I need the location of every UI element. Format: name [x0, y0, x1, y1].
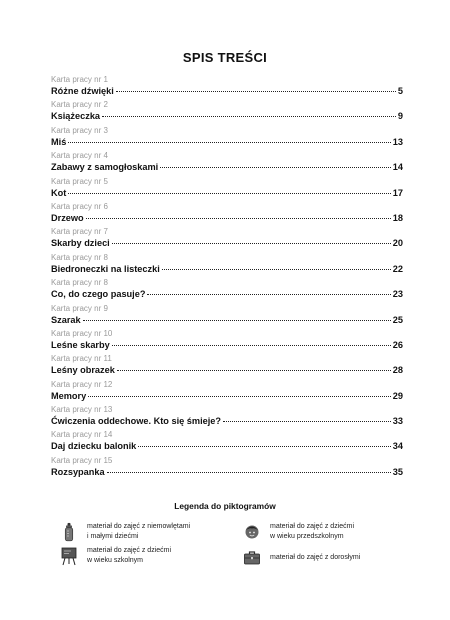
toc-dot-leader — [162, 269, 391, 270]
toc-entry-subtitle: Karta pracy nr 3 — [51, 125, 108, 135]
toc-entry-page-number: 23 — [392, 289, 403, 300]
toc-entry-subtitle: Karta pracy nr 8 — [51, 252, 108, 262]
toc-dot-leader — [68, 142, 390, 143]
toc-entry-page-number: 17 — [392, 187, 403, 198]
toc-entry-subtitle: Karta pracy nr 4 — [51, 151, 108, 161]
toc-entry-subtitle: Karta pracy nr 15 — [51, 455, 113, 465]
toc-entry-line — [51, 237, 403, 249]
toc-entry-title: Biedroneczki na listeczki — [51, 263, 160, 274]
toc-entry-page-number: 20 — [392, 238, 403, 249]
toc-entry-page-number: 18 — [392, 212, 403, 223]
toc-entry — [51, 227, 403, 252]
toc-dot-leader — [116, 91, 396, 92]
toc-entry-page-number: 14 — [392, 162, 403, 173]
toc-entry-title: Co, do czego pasuje? — [51, 289, 146, 300]
toc-list — [51, 75, 403, 481]
toc-dot-leader — [112, 345, 391, 346]
toc-entry-page-number: 28 — [392, 365, 403, 376]
toc-entry-page-number: 13 — [392, 136, 403, 147]
toc-entry — [51, 304, 403, 329]
legend-item-school — [60, 546, 171, 566]
toc-entry-title: Różne dźwięki — [51, 86, 114, 96]
toc-entry-title: Szarak — [51, 314, 81, 325]
toc-entry — [51, 430, 403, 455]
toc-entry — [51, 75, 403, 100]
toc-entry-page-number: 25 — [392, 314, 403, 325]
toc-entry-line — [51, 314, 403, 326]
legend-text-adults: materiał do zajęć z dorosłymi — [270, 554, 361, 561]
toc-entry-subtitle: Karta pracy nr 11 — [51, 354, 112, 364]
toc-entry — [51, 202, 403, 227]
toc-entry — [51, 253, 403, 278]
toc-entry-subtitle: Karta pracy nr 7 — [51, 227, 108, 237]
toc-entry-subtitle: Karta pracy nr 10 — [51, 328, 113, 338]
toc-entry-page-number: 22 — [392, 263, 403, 274]
toc-entry-subtitle: Karta pracy nr 13 — [51, 405, 113, 415]
toc-entry-line — [51, 466, 403, 478]
baby-bottle-icon — [60, 522, 78, 542]
toc-entry-line — [51, 136, 403, 148]
legend-item-infants — [60, 522, 190, 542]
toc-entry-page-number: 5 — [397, 86, 403, 96]
toc-dot-leader — [160, 167, 391, 168]
briefcase-icon — [243, 548, 261, 568]
toc-entry — [51, 456, 403, 481]
toc-entry-line — [51, 339, 403, 351]
page-title: SPIS TREŚCI — [182, 50, 268, 65]
toc-dot-leader — [147, 294, 390, 295]
toc-entry — [51, 126, 403, 151]
toc-entry-page-number: 33 — [392, 416, 403, 427]
toc-entry-line — [51, 390, 403, 402]
toc-entry — [51, 177, 403, 202]
toc-entry-title: Miś — [51, 136, 67, 147]
toc-dot-leader — [88, 396, 391, 397]
toc-entry-line — [51, 187, 403, 199]
toc-entry-title: Rozsypanka — [51, 466, 105, 477]
toc-dot-leader — [107, 472, 391, 473]
toc-entry-title: Kot — [51, 187, 67, 198]
toc-entry-subtitle: Karta pracy nr 1 — [51, 75, 108, 84]
toc-entry-line — [51, 110, 403, 122]
legend-text-infants: materiał do zajęć z niemowlętami i małymi dziećmi — [87, 523, 191, 540]
child-head-icon — [243, 522, 261, 542]
toc-entry-title: Zabawy z samogłoskami — [51, 162, 159, 173]
legend-text-preschool: materiał do zajęć z dziećmi w wieku przedszkolnym — [270, 523, 355, 540]
toc-dot-leader — [102, 116, 396, 117]
toc-entry — [51, 380, 403, 405]
toc-entry-subtitle: Karta pracy nr 8 — [51, 278, 108, 288]
toc-dot-leader — [86, 218, 391, 219]
toc-entry — [51, 354, 403, 379]
toc-entry — [51, 100, 403, 125]
toc-entry-page-number: 26 — [392, 339, 403, 350]
toc-entry-page-number: 9 — [397, 111, 403, 122]
toc-entry-subtitle: Karta pracy nr 9 — [51, 303, 108, 313]
toc-entry-line — [51, 440, 403, 452]
toc-entry — [51, 278, 403, 303]
toc-entry — [51, 405, 403, 430]
toc-entry-title: Książeczka — [51, 111, 101, 122]
toc-entry — [51, 329, 403, 354]
toc-entry-page-number: 35 — [392, 466, 403, 477]
toc-entry-title: Skarby dzieci — [51, 238, 110, 249]
toc-entry-subtitle: Karta pracy nr 2 — [51, 100, 108, 110]
toc-entry-line — [51, 212, 403, 224]
toc-dot-leader — [223, 421, 391, 422]
toc-entry-subtitle: Karta pracy nr 6 — [51, 201, 108, 211]
toc-entry-line — [51, 85, 403, 97]
legend-title: Legenda do piktogramów — [174, 501, 276, 511]
toc-dot-leader — [83, 320, 391, 321]
toc-entry-line — [51, 415, 403, 427]
toc-entry-title: Leśny obrazek — [51, 365, 115, 376]
toc-entry-title: Memory — [51, 390, 87, 401]
easel-board-icon — [60, 546, 78, 566]
toc-entry-title: Drzewo — [51, 212, 84, 223]
toc-entry-line — [51, 288, 403, 300]
toc-dot-leader — [138, 446, 391, 447]
toc-entry-page-number: 34 — [392, 441, 403, 452]
legend-text-school: materiał do zajęć z dziećmi w wieku szkolnym — [87, 547, 172, 564]
toc-dot-leader — [112, 243, 391, 244]
toc-dot-leader — [117, 370, 391, 371]
toc-entry-subtitle: Karta pracy nr 5 — [51, 176, 108, 186]
toc-entry-title: Leśne skarby — [51, 339, 110, 350]
toc-entry-line — [51, 161, 403, 173]
toc-entry-subtitle: Karta pracy nr 14 — [51, 430, 113, 440]
toc-entry-line — [51, 263, 403, 275]
legend-item-adults — [243, 548, 360, 568]
legend-item-preschool — [243, 522, 354, 542]
toc-entry — [51, 151, 403, 176]
toc-entry-title: Ćwiczenia oddechowe. Kto się śmieje? — [51, 416, 222, 427]
toc-entry-line — [51, 364, 403, 376]
toc-entry-title: Daj dziecku balonik — [51, 441, 137, 452]
toc-entry-page-number: 29 — [392, 390, 403, 401]
toc-dot-leader — [68, 193, 390, 194]
toc-entry-subtitle: Karta pracy nr 12 — [51, 379, 113, 389]
